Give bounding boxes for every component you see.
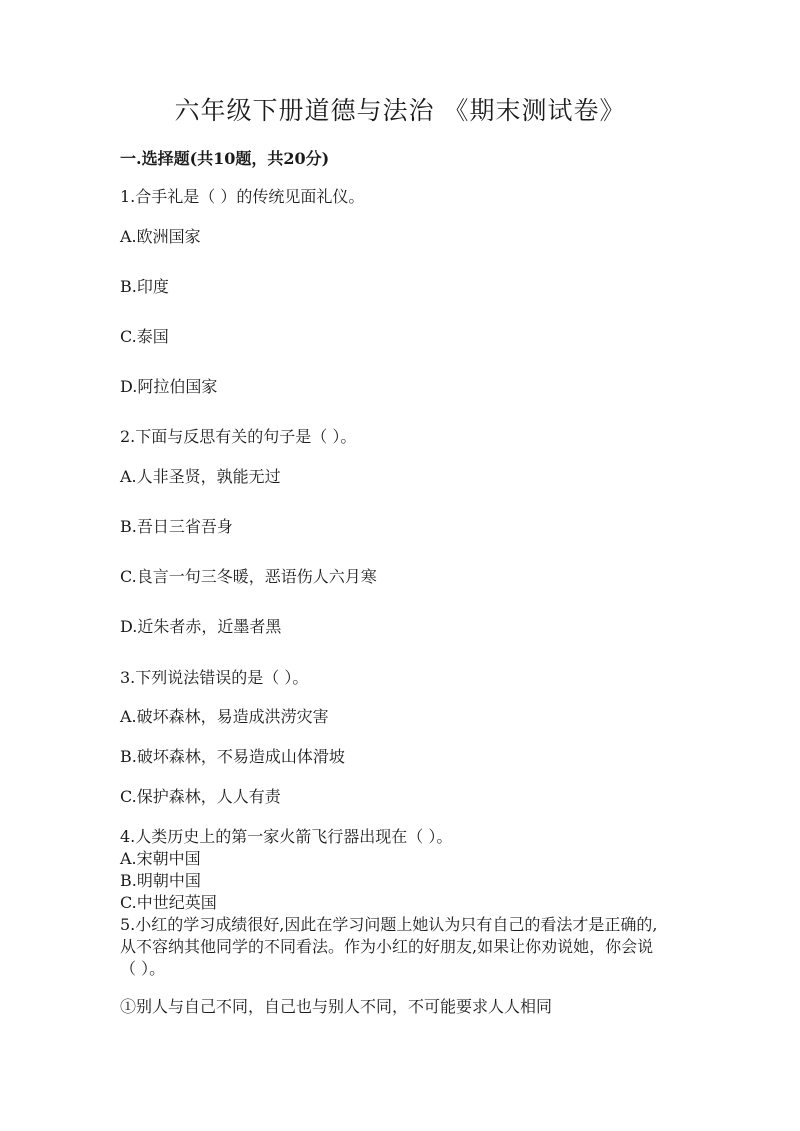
question-4-option-c: C.中世纪英国 — [120, 893, 217, 912]
question-5-stem-line-1: 5.小红的学习成绩很好,因此在学习问题上她认为只有自己的看法才是正确的, — [120, 915, 658, 934]
question-4-option-a: A.宋朝中国 — [120, 849, 201, 868]
question-2-option-b: B.吾日三省吾身 — [120, 517, 233, 536]
question-5-stem-line-2: 从不容纳其他同学的不同看法。作为小红的好朋友,如果让你劝说她，你会说 — [120, 937, 654, 956]
question-2-option-a: A.人非圣贤，孰能无过 — [120, 467, 281, 486]
question-1-option-c: C.泰国 — [120, 327, 169, 346]
question-4-option-b: B.明朝中国 — [120, 871, 201, 890]
question-3-option-b: B.破坏森林，不易造成山体滑坡 — [120, 747, 345, 766]
question-4-stem: 4.人类历史上的第一家火箭飞行器出现在（ ）。 — [120, 827, 453, 846]
question-5-option-1: ①别人与自己不同，自己也与别人不同，不可能要求人人相同 — [120, 997, 553, 1016]
section-heading: 一.选择题(共10题，共20分) — [120, 149, 330, 168]
question-1-option-b: B.印度 — [120, 277, 169, 296]
question-2-option-c: C.良言一句三冬暖，恶语伤人六月寒 — [120, 567, 377, 586]
question-3-option-a: A.破坏森林，易造成洪涝灾害 — [120, 707, 329, 726]
question-2-option-d: D.近朱者赤，近墨者黑 — [120, 617, 282, 636]
question-3-stem: 3.下列说法错误的是（ ）。 — [120, 668, 309, 687]
question-3-option-c: C.保护森林，人人有责 — [120, 787, 281, 806]
question-1-option-d: D.阿拉伯国家 — [120, 377, 218, 396]
question-2-stem: 2.下面与反思有关的句子是（ ）。 — [120, 427, 357, 446]
question-1-option-a: A.欧洲国家 — [120, 227, 201, 246]
question-5-stem-line-3: （ ）。 — [120, 959, 166, 978]
question-1-stem: 1.合手礼是（ ）的传统见面礼仪。 — [120, 187, 365, 206]
exam-title: 六年级下册道德与法治 《期末测试卷》 — [174, 96, 626, 125]
